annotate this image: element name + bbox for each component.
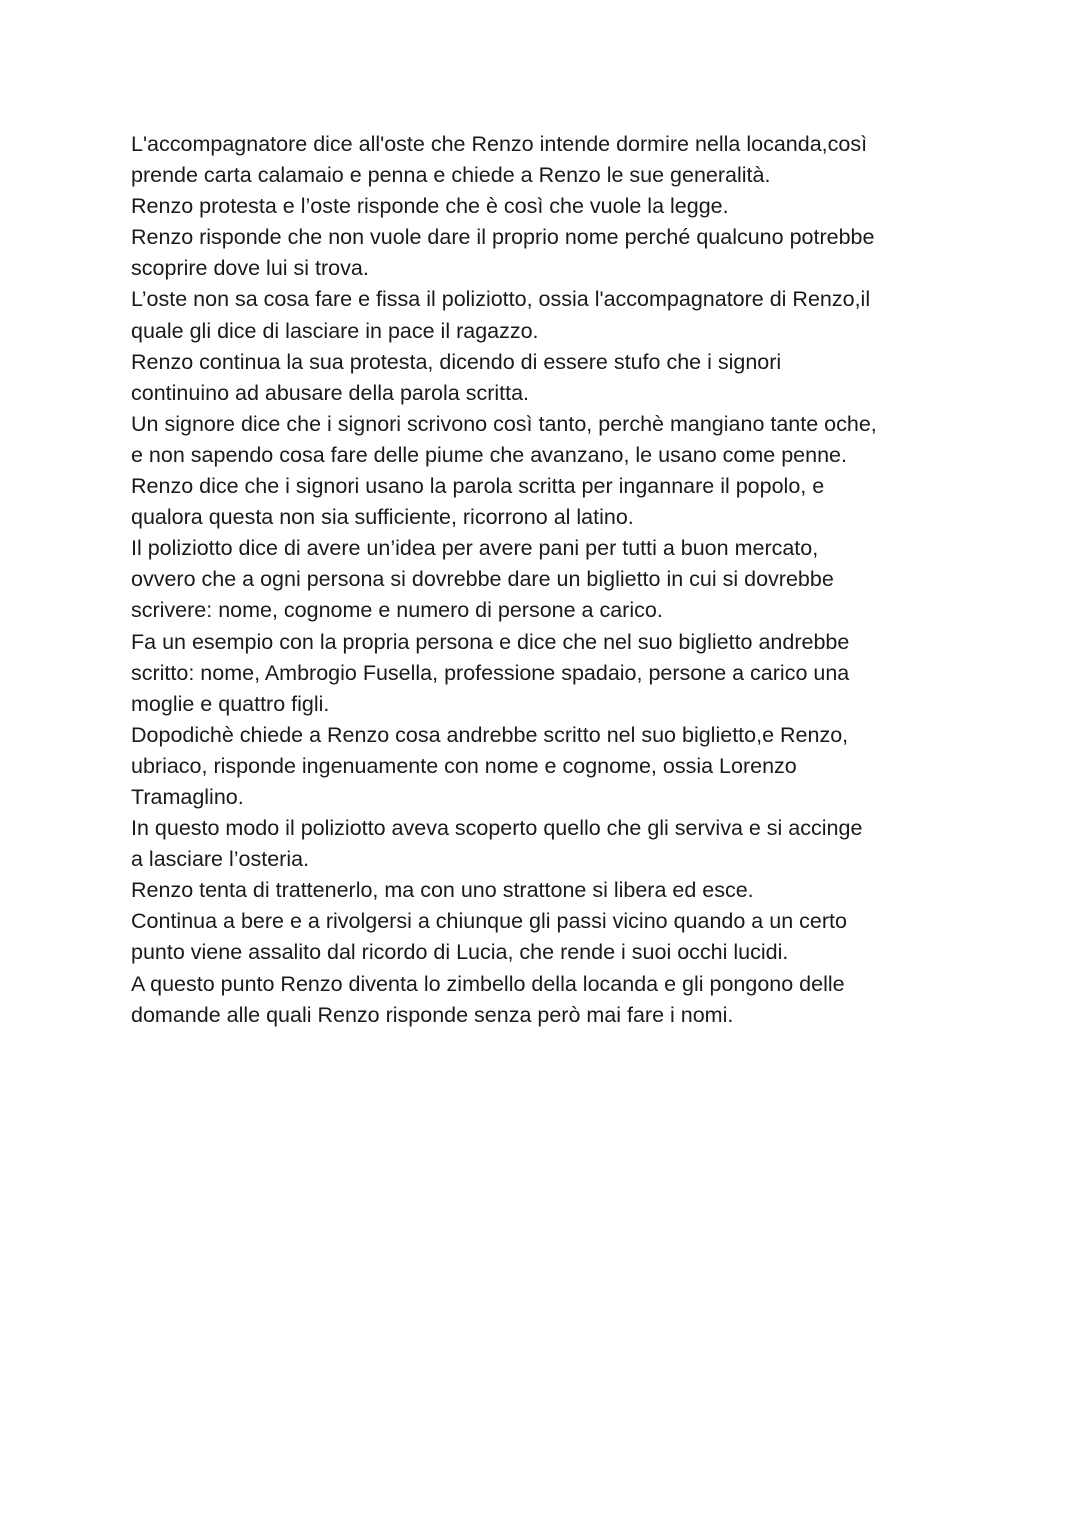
text-line: A questo punto Renzo diventa lo zimbello della locanda e gli pongono delle (131, 971, 845, 996)
text-line: In questo modo il poliziotto aveva scoperto quello che gli serviva e si accinge (131, 816, 863, 841)
text-line: a lasciare l’osteria. (131, 847, 310, 872)
text-line: continuino ad abusare della parola scritta. (131, 380, 530, 405)
text-line: qualora questa non sia sufficiente, ricorrono al latino. (131, 505, 634, 530)
text-line: L'accompagnatore dice all'oste che Renzo intende dormire nella locanda,così (131, 132, 868, 156)
text-line: Renzo continua la sua protesta, dicendo di essere stufo che i signori (131, 349, 782, 374)
text-line: Fa un esempio con la propria persona e dice che nel suo biglietto andrebbe (131, 629, 850, 654)
text-line: Dopodichè chiede a Renzo cosa andrebbe scritto nel suo biglietto,e Renzo, (131, 722, 849, 747)
text-line: Renzo tenta di trattenerlo, ma con uno strattone si libera ed esce. (131, 878, 754, 903)
text-line: prende carta calamaio e penna e chiede a Renzo le sue generalità. (131, 163, 771, 188)
text-line: e non sapendo cosa fare delle piume che avanzano, le usano come penne. (131, 442, 847, 467)
text-line: ovvero che a ogni persona si dovrebbe dare un biglietto in cui si dovrebbe (131, 567, 834, 592)
text-line: scritto: nome, Ambrogio Fusella, professione spadaio, persone a carico una (131, 660, 850, 685)
text-line: scoprire dove lui si trova. (131, 256, 369, 281)
text-line: quale gli dice di lasciare in pace il ragazzo. (131, 318, 539, 343)
text-line: Renzo protesta e l’oste risponde che è così che vuole la legge. (131, 194, 729, 219)
text-line: L’oste non sa cosa fare e fissa il poliziotto, ossia l'accompagnatore di Renzo,il (131, 287, 871, 312)
text-line: Continua a bere e a rivolgersi a chiunque gli passi vicino quando a un certo (131, 909, 847, 934)
text-line: ubriaco, risponde ingenuamente con nome e cognome, ossia Lorenzo (131, 753, 797, 778)
text-line: domande alle quali Renzo risponde senza però mai fare i nomi. (131, 1002, 734, 1027)
text-line: moglie e quattro figli. (131, 691, 330, 716)
document-body (131, 129, 971, 1031)
text-line: Renzo dice che i signori usano la parola scritta per ingannare il popolo, e (131, 474, 825, 499)
text-line: Tramaglino. (131, 784, 244, 809)
text-line: Renzo risponde che non vuole dare il proprio nome perché qualcuno potrebbe (131, 225, 875, 250)
text-line: punto viene assalito dal ricordo di Lucia, che rende i suoi occhi lucidi. (131, 940, 789, 965)
text-line: scrivere: nome, cognome e numero di persone a carico. (131, 598, 663, 623)
text-line: Un signore dice che i signori scrivono così tanto, perchè mangiano tante oche, (131, 411, 877, 436)
text-line: Il poliziotto dice di avere un’idea per avere pani per tutti a buon mercato, (131, 536, 819, 561)
